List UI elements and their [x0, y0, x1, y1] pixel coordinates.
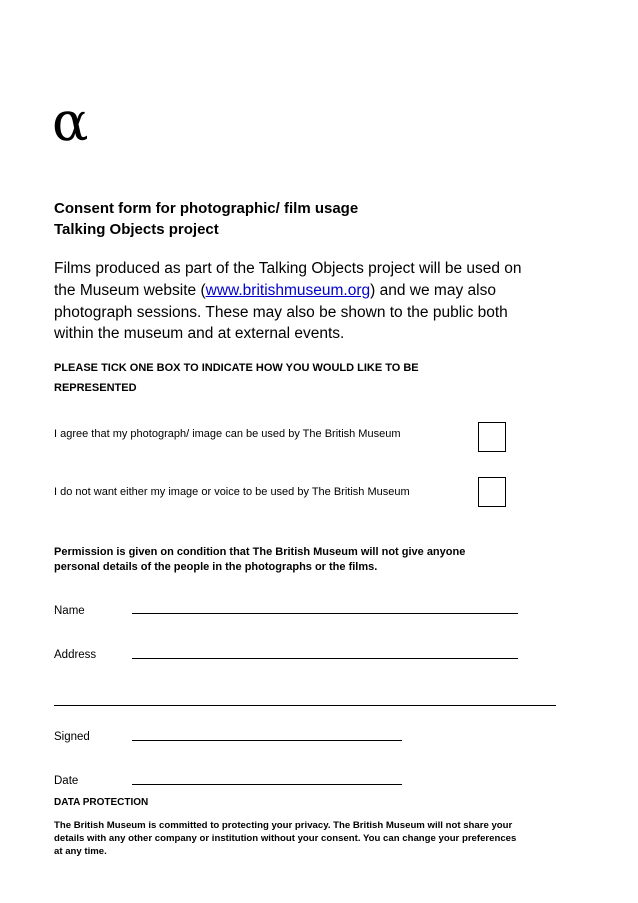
intro-line-2 [54, 280, 594, 302]
address-field-line-2[interactable] [54, 705, 556, 706]
intro-text: ) and we may also [370, 282, 496, 299]
intro-line-1: Films produced as part of the Talking Objects project will be used on [54, 260, 522, 277]
permission-statement-cont: personal details of the people in the photographs or the films. [54, 561, 378, 573]
option-agree-label: I agree that my photograph/ image can be used by The British Museum [54, 428, 401, 440]
option-agree-checkbox[interactable] [478, 422, 506, 452]
data-protection-text: The British Museum is committed to protecting your privacy. The British Museum will not share your [54, 820, 513, 831]
intro-text: the Museum website ( [54, 282, 206, 299]
signature-field[interactable] [132, 740, 402, 741]
option-decline-label: I do not want either my image or voice to be used by The British Museum [54, 486, 410, 498]
address-label: Address [54, 649, 97, 661]
british-museum-link[interactable]: www.britishmuseum.org [205, 282, 371, 299]
name-field[interactable] [132, 613, 518, 614]
tick-instruction: PLEASE TICK ONE BOX TO INDICATE HOW YOU WOULD LIKE TO BE [54, 362, 419, 374]
signed-label: Signed [54, 731, 90, 743]
address-field[interactable] [132, 658, 518, 659]
project-title: Talking Objects project [54, 221, 219, 238]
form-title: Consent form for photographic/ film usage [54, 200, 359, 217]
intro-line-4: within the museum and at external events. [54, 325, 345, 342]
permission-statement: Permission is given on condition that The British Museum will not give anyone [54, 546, 466, 558]
data-protection-heading: DATA PROTECTION [54, 797, 149, 808]
name-label: Name [54, 605, 85, 617]
date-label: Date [54, 775, 79, 787]
tick-instruction-cont: REPRESENTED [54, 382, 137, 394]
data-protection-text-cont: details with any other company or institution without your consent. You can change your preferences [54, 833, 517, 844]
alpha-logo: α [52, 90, 89, 153]
intro-line-3: photograph sessions. These may also be shown to the public both [54, 304, 508, 321]
option-decline-checkbox[interactable] [478, 477, 506, 507]
data-protection-text-end: at any time. [54, 846, 107, 857]
date-field[interactable] [132, 784, 402, 785]
